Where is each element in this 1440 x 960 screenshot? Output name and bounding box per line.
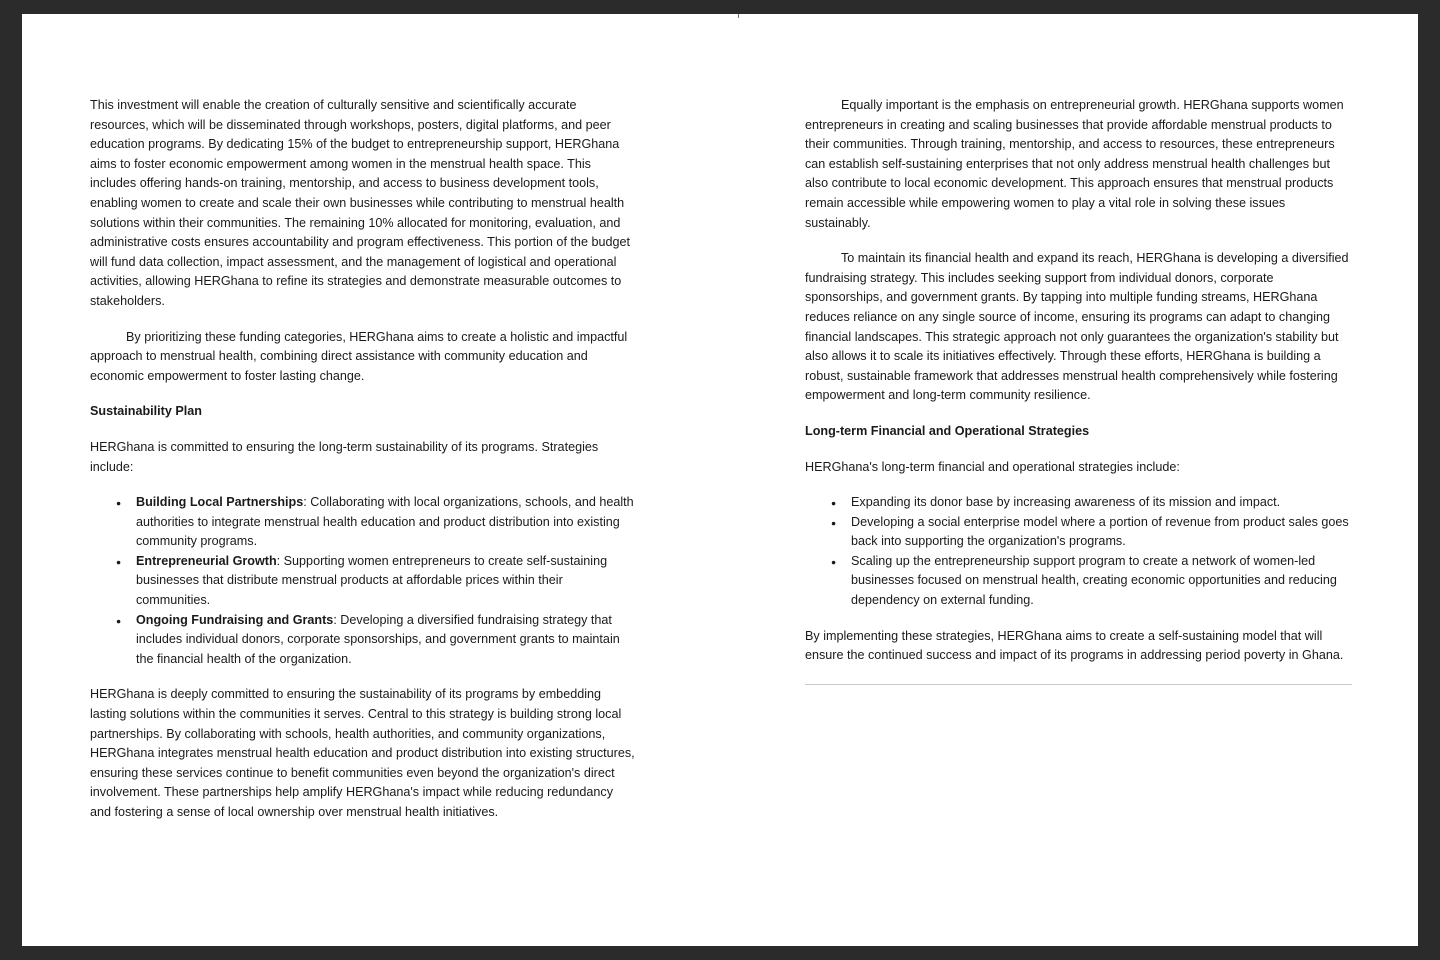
list-item (136, 493, 637, 552)
list-item (136, 552, 637, 611)
list-item-text: Scaling up the entrepreneurship support program to create a network of women-led businesses focused on menstrual health, creating economic opportunities and reducing dependency on external funding. (851, 553, 1337, 608)
bullet-list-right (805, 493, 1352, 611)
list-item (851, 513, 1352, 552)
document-page (22, 14, 1418, 946)
list-item (851, 493, 1352, 513)
list-item-text: : Developing a diversified fundraising strategy that includes individual donors, corporate sponsorships, and government grants to maintain the financial health of the organization. (136, 612, 620, 666)
bullet-list-left (90, 493, 637, 669)
list-item-lead: Building Local Partnerships (136, 495, 304, 510)
paragraph: HERGhana's long-term financial and operational strategies include: (805, 459, 1180, 474)
section-heading-long-term-strategies: Long-term Financial and Operational Strategies (805, 423, 1090, 438)
list-item-text: Expanding its donor base by increasing awareness of its mission and impact. (851, 495, 1281, 510)
paragraph: To maintain its financial health and expand its reach, HERGhana is developing a diversified fundraising strategy. This includes seeking support from individual donors, corporate sponsorships, and government grants. By tapping into multiple funding streams, HERGhana reduces reliance on any single source of income, ensuring its programs can adapt to changing financial landscapes. This strategic approach not only guarantees the organization's stability but also allows it to scale its initiatives effectively. Through these efforts, HERGhana is building a robust, sustainable framework that addresses menstrual health comprehensively while fostering empowerment and long-term community resilience. (805, 251, 1349, 403)
paragraph: By implementing these strategies, HERGhana aims to create a self-sustaining model that will ensure the continued success and impact of its programs in addressing period poverty in Ghana. (805, 628, 1344, 663)
section-heading-sustainability-plan: Sustainability Plan (90, 404, 202, 419)
list-item (851, 552, 1352, 611)
paragraph: HERGhana is deeply committed to ensuring the sustainability of its programs by embedding lasting solutions within the communities it serves. Central to this strategy is building strong local partnerships. By collaborating with schools, health authorities, and community organizations, HERGhana integrates menstrual health education and product distribution into existing structures, ensuring these services continue to benefit communities even beyond the organization's direct involvement. These partnerships help amplify HERGhana's impact while reducing redundancy and fostering a sense of local ownership over menstrual health initiatives. (90, 687, 635, 819)
paragraph: Equally important is the emphasis on entrepreneurial growth. HERGhana supports women entrepreneurs in creating and scaling businesses that provide affordable menstrual products to their communities. Through training, mentorship, and access to resources, these entrepreneurs can establish self-sustaining enterprises that not only address menstrual health challenges but also contribute to local economic development. This approach ensures that menstrual products remain accessible while empowering women to play a vital role in solving these issues sustainably. (805, 98, 1344, 230)
right-column (805, 96, 1352, 946)
list-item (136, 611, 637, 670)
left-column (90, 96, 637, 946)
document-columns (22, 14, 1418, 946)
list-item-lead: Ongoing Fundraising and Grants (136, 612, 334, 627)
list-item-text: : Collaborating with local organizations, schools, and health authorities to integrate menstrual health education and product distribution into existing community programs. (136, 495, 634, 549)
paragraph: HERGhana is committed to ensuring the long-term sustainability of its programs. Strategies include: (90, 439, 599, 474)
paragraph: By prioritizing these funding categories, HERGhana aims to create a holistic and impactful approach to menstrual health, combining direct assistance with community education and economic empowerment to foster lasting change. (90, 329, 628, 383)
list-item-text: Developing a social enterprise model where a portion of revenue from product sales goes back into supporting the organization's programs. (851, 514, 1349, 549)
section-divider (805, 684, 1352, 685)
list-item-text: : Supporting women entrepreneurs to create self-sustaining businesses that distribute menstrual products at affordable prices within their communities. (136, 553, 608, 608)
list-item-lead: Entrepreneurial Growth (136, 553, 277, 568)
paragraph: This investment will enable the creation of culturally sensitive and scientifically accurate resources, which will be disseminated through workshops, posters, digital platforms, and peer education programs. By dedicating 15% of the budget to entrepreneurship support, HERGhana aims to foster economic empowerment among women in the menstrual health space. This includes offering hands-on training, mentorship, and access to business development tools, enabling women to create and scale their own businesses while contributing to menstrual health solutions within their communities. The remaining 10% allocated for monitoring, evaluation, and administrative costs ensures accountability and program effectiveness. This portion of the budget will fund data collection, impact assessment, and the management of logistical and operational activities, allowing HERGhana to refine its strategies and demonstrate measurable outcomes to stakeholders. (90, 98, 630, 308)
